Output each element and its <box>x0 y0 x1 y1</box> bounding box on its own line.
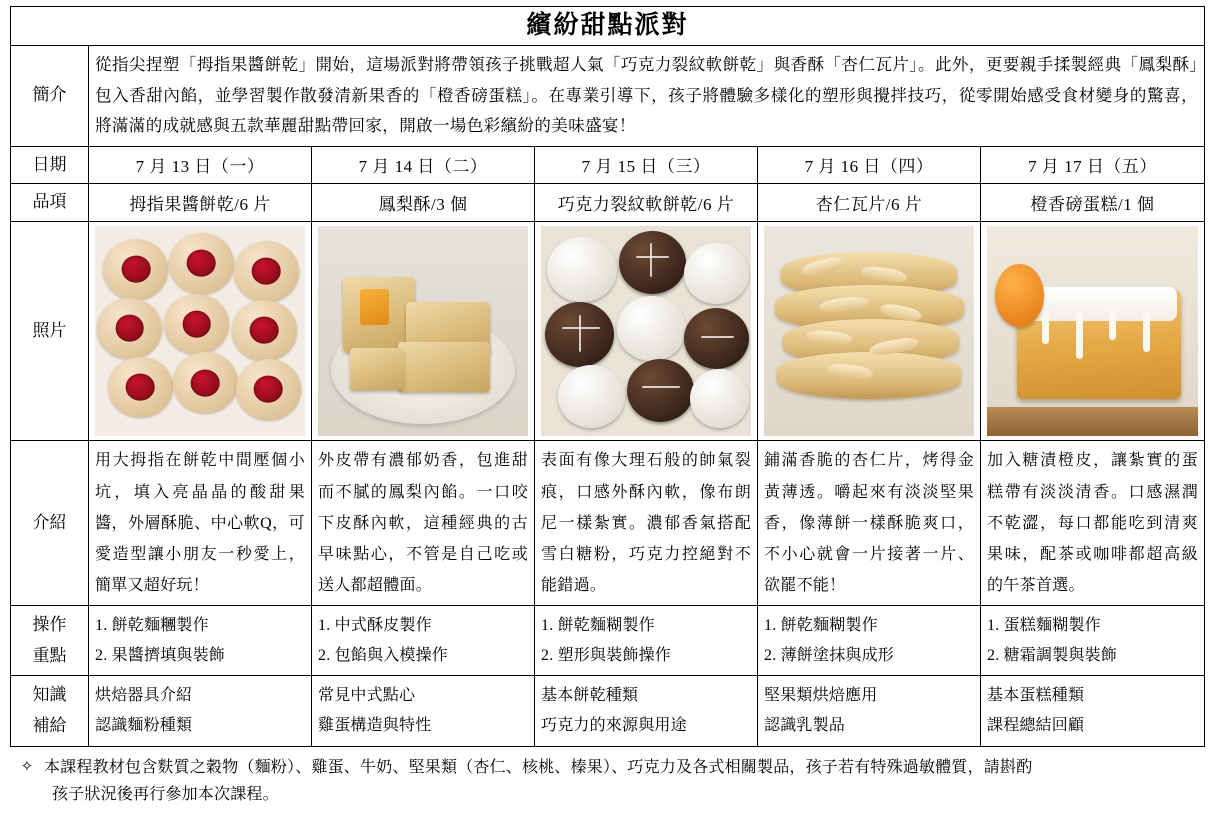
row-label-item: 品項 <box>11 184 89 222</box>
points-day-5 <box>981 606 1205 676</box>
knowledge-row <box>11 676 1205 746</box>
description-row <box>11 441 1205 606</box>
item-row <box>11 184 1205 222</box>
description-day-3: 表面有像大理石般的帥氣裂痕，口感外酥內軟，像布朗尼一樣紮實。濃郁香氣搭配雪白糖粉，巧克力控絕對不能錯過。 <box>535 441 758 606</box>
date-day-5: 7 月 17 日（五） <box>981 146 1205 184</box>
point-item: 1. 餅乾麵糰製作 <box>95 617 209 635</box>
row-label-points-line2: 重點 <box>32 645 67 665</box>
chocolate-crinkle-cookies-photo <box>541 226 751 436</box>
item-day-4: 杏仁瓦片/6 片 <box>758 184 981 222</box>
title-row <box>11 7 1205 46</box>
points-day-1 <box>89 606 312 676</box>
thumbprint-jam-cookies-photo <box>95 226 305 436</box>
row-label-knowledge-line1: 知識 <box>32 685 67 705</box>
item-day-3: 巧克力裂紋軟餅乾/6 片 <box>535 184 758 222</box>
knowledge-item: 堅果類烘焙應用 <box>764 687 878 705</box>
row-label-description: 介紹 <box>11 441 89 606</box>
item-day-1: 拇指果醬餅乾/6 片 <box>89 184 312 222</box>
points-day-4 <box>758 606 981 676</box>
allergy-footnote-line1: 本課程教材包含麩質之穀物（麵粉）、雞蛋、牛奶、堅果類（杏仁、核桃、榛果）、巧克力及各式相關製品，孩子若有特殊過敏體質，請斟酌 <box>44 758 1033 776</box>
knowledge-item: 雞蛋構造與特性 <box>318 717 432 735</box>
pineapple-cake-photo <box>318 226 528 436</box>
date-day-1: 7 月 13 日（一） <box>89 146 312 184</box>
knowledge-item: 認識麵粉種類 <box>95 717 193 735</box>
date-day-3: 7 月 15 日（三） <box>535 146 758 184</box>
row-label-knowledge <box>11 676 89 746</box>
intro-row <box>11 46 1205 147</box>
point-item: 2. 包餡與入模操作 <box>318 646 449 664</box>
knowledge-item: 烘焙器具介紹 <box>95 687 193 705</box>
date-day-2: 7 月 14 日（二） <box>312 146 535 184</box>
point-item: 1. 中式酥皮製作 <box>318 617 432 635</box>
knowledge-day-1 <box>89 676 312 746</box>
points-day-3 <box>535 606 758 676</box>
knowledge-day-3 <box>535 676 758 746</box>
row-label-points-line1: 操作 <box>32 615 67 635</box>
point-item: 2. 薄餅塗抹與成形 <box>764 646 895 664</box>
knowledge-item: 課程總結回顧 <box>987 717 1085 735</box>
row-label-photo: 照片 <box>11 222 89 441</box>
knowledge-day-4 <box>758 676 981 746</box>
point-item: 1. 餅乾麵糊製作 <box>541 617 655 635</box>
description-day-5: 加入糖漬橙皮，讓紮實的蛋糕帶有淡淡清香。口感濕潤不乾澀，每口都能吃到清爽果味，配茶或咖啡都超高級的午茶首選。 <box>981 441 1205 606</box>
point-item: 1. 餅乾麵糊製作 <box>764 617 878 635</box>
orange-pound-cake-photo <box>987 226 1198 436</box>
description-day-2: 外皮帶有濃郁奶香，包進甜而不膩的鳳梨內餡。一口咬下皮酥內軟，這種經典的古早味點心，不管是自己吃或送人都超體面。 <box>312 441 535 606</box>
row-label-intro: 簡介 <box>11 46 89 147</box>
knowledge-item: 常見中式點心 <box>318 687 416 705</box>
description-day-1: 用大拇指在餅乾中間壓個小坑，填入亮晶晶的酸甜果醬，外層酥脆、中心軟Q，可愛造型讓小朋友一秒愛上，簡單又超好玩！ <box>89 441 312 606</box>
knowledge-item: 基本蛋糕種類 <box>987 687 1085 705</box>
allergy-footnote-line2: 孩子狀況後再行參加本次課程。 <box>52 785 279 803</box>
page-title: 繽紛甜點派對 <box>11 7 1205 46</box>
knowledge-item: 基本餅乾種類 <box>541 687 639 705</box>
intro-text: 從指尖捏塑「拇指果醬餅乾」開始，這場派對將帶領孩子挑戰超人氣「巧克力裂紋軟餅乾」與香酥「杏仁瓦片」。此外，更要親手揉製經典「鳳梨酥」包入香甜內餡，並學習製作散發清新果香的「橙香磅蛋糕」。在專業引導下，孩子將體驗多樣化的塑形與攪拌技巧，從零開始感受食材變身的驚喜，將滿滿的成就感與五款華麗甜點帶回家，開啟一場色彩繽紛的美味盛宴！ <box>89 46 1205 147</box>
description-day-4: 鋪滿香脆的杏仁片，烤得金黃薄透。嚼起來有淡淡堅果香，像薄餅一樣酥脆爽口，不小心就會一片接著一片、欲罷不能！ <box>758 441 981 606</box>
knowledge-day-2 <box>312 676 535 746</box>
points-day-2 <box>312 606 535 676</box>
row-label-knowledge-line2: 補給 <box>32 716 67 736</box>
knowledge-item: 巧克力的來源與用途 <box>541 717 687 735</box>
item-day-2: 鳳梨酥/3 個 <box>312 184 535 222</box>
date-day-4: 7 月 16 日（四） <box>758 146 981 184</box>
points-row <box>11 606 1205 676</box>
knowledge-day-5 <box>981 676 1205 746</box>
point-item: 2. 果醬擠填與裝飾 <box>95 646 226 664</box>
point-item: 2. 糖霜調製與裝飾 <box>987 646 1118 664</box>
row-label-points <box>11 606 89 676</box>
point-item: 1. 蛋糕麵糊製作 <box>987 617 1101 635</box>
photo-row <box>11 222 1205 441</box>
point-item: 2. 塑形與裝飾操作 <box>541 646 672 664</box>
almond-tuile-photo <box>764 226 974 436</box>
allergy-footnote <box>10 754 1204 808</box>
row-label-date: 日期 <box>11 146 89 184</box>
item-day-5: 橙香磅蛋糕/1 個 <box>981 184 1205 222</box>
knowledge-item: 認識乳製品 <box>764 717 846 735</box>
allergy-footnote-text <box>44 754 1204 808</box>
schedule-table <box>10 6 1205 747</box>
date-row <box>11 146 1205 184</box>
diamond-bullet-icon: ✧ <box>20 758 34 775</box>
